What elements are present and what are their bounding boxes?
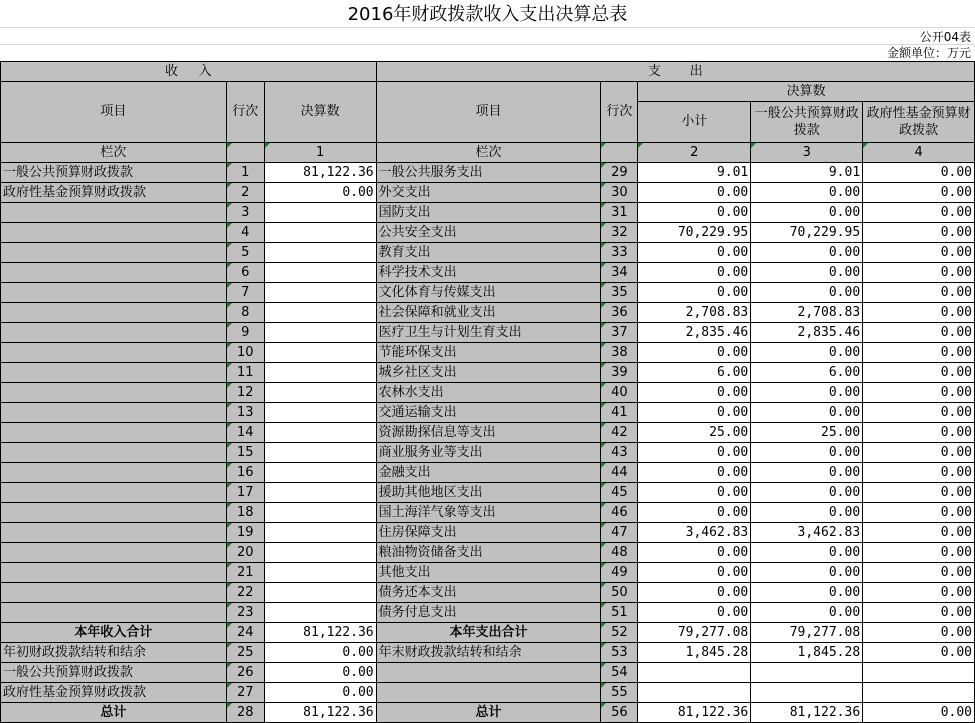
- income-item: [1, 543, 227, 563]
- income-row-no: 23: [226, 603, 264, 623]
- page-title: 2016年财政拨款收入支出决算总表: [347, 4, 628, 25]
- table-row: [1, 263, 975, 283]
- income-amount: [264, 423, 376, 443]
- expense-item: 教育支出: [376, 243, 601, 263]
- income-row-no: 16: [226, 463, 264, 483]
- expense-general-budget: [751, 663, 863, 683]
- income-row-no: 19: [226, 523, 264, 543]
- expense-gov-fund: 0.00: [863, 503, 975, 523]
- expense-row-no: 39: [601, 363, 638, 383]
- income-item: 一般公共预算财政拨款: [1, 163, 227, 183]
- income-amount: [264, 603, 376, 623]
- expense-gov-fund: 0.00: [863, 623, 975, 643]
- table-row: [1, 203, 975, 223]
- income-amount: [264, 343, 376, 363]
- expense-subtotal: 0.00: [638, 383, 751, 403]
- expense-row-no: 36: [601, 303, 638, 323]
- expense-general-budget: 81,122.36: [751, 703, 863, 723]
- expense-item: 年末财政拨款结转和结余: [376, 643, 601, 663]
- table-row: [1, 343, 975, 363]
- expense-row-no: 34: [601, 263, 638, 283]
- expense-subtotal: 0.00: [638, 543, 751, 563]
- expense-row-no: 56: [601, 703, 638, 723]
- income-row-no: 9: [226, 323, 264, 343]
- expense-general-budget: 3,462.83: [751, 523, 863, 543]
- income-amount: 81,122.36: [264, 703, 376, 723]
- expense-item: 医疗卫生与计划生育支出: [376, 323, 601, 343]
- expense-subtotal: 2,835.46: [638, 323, 751, 343]
- expense-item: 社会保障和就业支出: [376, 303, 601, 323]
- income-row-no-header: 行次: [226, 82, 264, 143]
- fund-col-index: 4: [863, 143, 975, 163]
- expense-subtotal: 0.00: [638, 243, 751, 263]
- expense-gov-fund: 0.00: [863, 203, 975, 223]
- table-row: [1, 643, 975, 663]
- income-row-no: 6: [226, 263, 264, 283]
- table-row: [1, 483, 975, 503]
- income-amount: [264, 403, 376, 423]
- expense-general-budget: 2,835.46: [751, 323, 863, 343]
- table-row: [1, 403, 975, 423]
- expense-item: 总计: [376, 703, 601, 723]
- expense-item: 住房保障支出: [376, 523, 601, 543]
- income-row-no: 2: [226, 183, 264, 203]
- expense-gov-fund: 0.00: [863, 643, 975, 663]
- expense-item: 本年支出合计: [376, 623, 601, 643]
- expense-subtotal: 0.00: [638, 183, 751, 203]
- expense-general-budget: 0.00: [751, 263, 863, 283]
- expense-gov-fund: 0.00: [863, 543, 975, 563]
- expense-item: 国土海洋气象等支出: [376, 503, 601, 523]
- expense-item: 一般公共服务支出: [376, 163, 601, 183]
- table-row: [1, 503, 975, 523]
- expense-subtotal: 70,229.95: [638, 223, 751, 243]
- income-row-no: 20: [226, 543, 264, 563]
- income-amount: [264, 303, 376, 323]
- income-row-no: 21: [226, 563, 264, 583]
- expense-item: 交通运输支出: [376, 403, 601, 423]
- expense-item: 农林水支出: [376, 383, 601, 403]
- expense-general-budget: 25.00: [751, 423, 863, 443]
- expense-gov-fund: 0.00: [863, 403, 975, 423]
- income-row-no: 1: [226, 163, 264, 183]
- expense-subtotal: 79,277.08: [638, 623, 751, 643]
- income-row-no: 12: [226, 383, 264, 403]
- expense-subtotal: 81,122.36: [638, 703, 751, 723]
- table-row: [1, 563, 975, 583]
- expense-subtotal: 0.00: [638, 463, 751, 483]
- income-amount: [264, 483, 376, 503]
- column-index-row: [1, 143, 975, 163]
- expense-subtotal: 0.00: [638, 443, 751, 463]
- income-row-no: 14: [226, 423, 264, 443]
- income-col-no-blank: [226, 143, 264, 163]
- income-amount: [264, 323, 376, 343]
- income-amount: [264, 503, 376, 523]
- income-item: [1, 603, 227, 623]
- expense-subtotal: 0.00: [638, 583, 751, 603]
- income-amount: [264, 223, 376, 243]
- expense-row-no: 29: [601, 163, 638, 183]
- expense-gov-fund: 0.00: [863, 163, 975, 183]
- expense-gov-fund: 0.00: [863, 563, 975, 583]
- expense-col-no-blank: [601, 143, 638, 163]
- income-item: [1, 343, 227, 363]
- table-row: [1, 463, 975, 483]
- expense-row-no: 45: [601, 483, 638, 503]
- income-item: [1, 323, 227, 343]
- income-amount: [264, 563, 376, 583]
- expense-subtotal: 0.00: [638, 563, 751, 583]
- expense-general-budget: 0.00: [751, 563, 863, 583]
- table-row: [1, 663, 975, 683]
- income-item: [1, 223, 227, 243]
- expense-row-no: 33: [601, 243, 638, 263]
- expense-general-budget: 0.00: [751, 603, 863, 623]
- expense-row-no: 44: [601, 463, 638, 483]
- table-row: [1, 683, 975, 703]
- income-amount-header: 决算数: [264, 82, 376, 143]
- income-row-no: 27: [226, 683, 264, 703]
- expense-row-no: 47: [601, 523, 638, 543]
- income-amount: 0.00: [264, 643, 376, 663]
- table-row: [1, 243, 975, 263]
- income-amount: [264, 523, 376, 543]
- expense-general-budget: 1,845.28: [751, 643, 863, 663]
- expense-general-budget: 0.00: [751, 583, 863, 603]
- expense-subtotal: 0.00: [638, 503, 751, 523]
- expense-gov-fund: 0.00: [863, 343, 975, 363]
- expense-gov-fund: 0.00: [863, 363, 975, 383]
- expense-gov-fund: 0.00: [863, 423, 975, 443]
- expense-subtotal: 0.00: [638, 263, 751, 283]
- form-divider: [0, 44, 975, 45]
- table-row: [1, 423, 975, 443]
- table-row: [1, 283, 975, 303]
- expense-subtotal: 0.00: [638, 403, 751, 423]
- expense-row-no: 52: [601, 623, 638, 643]
- expense-item: 文化体育与传媒支出: [376, 283, 601, 303]
- income-item: [1, 503, 227, 523]
- expense-item: 公共安全支出: [376, 223, 601, 243]
- expense-subtotal: 3,462.83: [638, 523, 751, 543]
- expense-row-no: 32: [601, 223, 638, 243]
- table-row: [1, 303, 975, 323]
- subtotal-header: 小计: [638, 102, 751, 143]
- income-amount: [264, 383, 376, 403]
- subtotal-col-index: 2: [638, 143, 751, 163]
- income-item-header: 项目: [1, 82, 227, 143]
- expense-row-no: 50: [601, 583, 638, 603]
- table-row: [1, 623, 975, 643]
- expense-row-no: 37: [601, 323, 638, 343]
- expense-row-no: 38: [601, 343, 638, 363]
- expense-gov-fund: 0.00: [863, 463, 975, 483]
- expense-row-no: 54: [601, 663, 638, 683]
- expense-item: 粮油物资储备支出: [376, 543, 601, 563]
- expense-item: 国防支出: [376, 203, 601, 223]
- table-row: [1, 323, 975, 343]
- income-item: [1, 583, 227, 603]
- unit-label: 金额单位：万元: [886, 46, 971, 60]
- expense-row-no: 51: [601, 603, 638, 623]
- income-item: [1, 483, 227, 503]
- expense-general-budget: 0.00: [751, 483, 863, 503]
- expense-gov-fund: 0.00: [863, 183, 975, 203]
- expense-row-no: 53: [601, 643, 638, 663]
- expense-subtotal: 0.00: [638, 603, 751, 623]
- income-amount: [264, 203, 376, 223]
- income-amount: [264, 443, 376, 463]
- expense-row-no: 41: [601, 403, 638, 423]
- income-col-label: 栏次: [1, 143, 227, 163]
- gov-fund-header: 政府性基金预算财政拨款: [863, 102, 975, 143]
- income-item: [1, 403, 227, 423]
- table-row: [1, 603, 975, 623]
- expense-general-budget: 0.00: [751, 443, 863, 463]
- income-item: 政府性基金预算财政拨款: [1, 183, 227, 203]
- title-divider: [0, 27, 975, 28]
- expense-subtotal: 2,708.83: [638, 303, 751, 323]
- income-row-no: 3: [226, 203, 264, 223]
- income-amount: [264, 463, 376, 483]
- table-row: [1, 443, 975, 463]
- section-header-row: [1, 62, 975, 82]
- expense-col-label: 栏次: [376, 143, 601, 163]
- expense-general-budget: 2,708.83: [751, 303, 863, 323]
- table-row: [1, 363, 975, 383]
- income-row-no: 5: [226, 243, 264, 263]
- expense-general-budget: 0.00: [751, 503, 863, 523]
- income-item: [1, 243, 227, 263]
- expense-subtotal: 1,845.28: [638, 643, 751, 663]
- expense-general-budget: 0.00: [751, 343, 863, 363]
- income-item: 政府性基金预算财政拨款: [1, 683, 227, 703]
- expense-general-budget: 0.00: [751, 463, 863, 483]
- income-row-no: 26: [226, 663, 264, 683]
- expense-general-budget: [751, 683, 863, 703]
- expense-subtotal: 25.00: [638, 423, 751, 443]
- income-item: [1, 363, 227, 383]
- expense-general-budget: 79,277.08: [751, 623, 863, 643]
- income-item: 年初财政拨款结转和结余: [1, 643, 227, 663]
- table-row: [1, 583, 975, 603]
- column-header-row: [1, 82, 975, 102]
- expense-row-no: 30: [601, 183, 638, 203]
- expense-gov-fund: 0.00: [863, 483, 975, 503]
- expense-item: 节能环保支出: [376, 343, 601, 363]
- expense-gov-fund: 0.00: [863, 243, 975, 263]
- expense-general-budget: 9.01: [751, 163, 863, 183]
- income-amount: [264, 263, 376, 283]
- expense-gov-fund: [863, 683, 975, 703]
- expense-item: 商业服务业等支出: [376, 443, 601, 463]
- income-amount: 0.00: [264, 663, 376, 683]
- expense-item: 城乡社区支出: [376, 363, 601, 383]
- expense-subtotal: 0.00: [638, 343, 751, 363]
- expense-general-budget: 0.00: [751, 183, 863, 203]
- table-row: [1, 183, 975, 203]
- income-item: [1, 523, 227, 543]
- expense-general-budget: 0.00: [751, 543, 863, 563]
- expense-subtotal: 0.00: [638, 283, 751, 303]
- expense-general-budget: 0.00: [751, 283, 863, 303]
- income-row-no: 11: [226, 363, 264, 383]
- expense-subtotal: 6.00: [638, 363, 751, 383]
- income-amount: 0.00: [264, 183, 376, 203]
- income-item: [1, 263, 227, 283]
- expense-row-no: 35: [601, 283, 638, 303]
- income-amount: 81,122.36: [264, 623, 376, 643]
- income-row-no: 18: [226, 503, 264, 523]
- expense-item: [376, 663, 601, 683]
- expense-general-budget: 0.00: [751, 203, 863, 223]
- expense-row-no: 43: [601, 443, 638, 463]
- income-item: 本年收入合计: [1, 623, 227, 643]
- income-item: 一般公共预算财政拨款: [1, 663, 227, 683]
- income-item: [1, 463, 227, 483]
- general-col-index: 3: [751, 143, 863, 163]
- table-row: [1, 703, 975, 723]
- expense-gov-fund: [863, 663, 975, 683]
- expense-amount-group-header: 决算数: [638, 82, 975, 102]
- income-item: [1, 563, 227, 583]
- income-row-no: 17: [226, 483, 264, 503]
- table-row: [1, 223, 975, 243]
- expense-item: 债务付息支出: [376, 603, 601, 623]
- form-number: 公开04表: [919, 30, 971, 44]
- income-item: [1, 303, 227, 323]
- income-row-no: 7: [226, 283, 264, 303]
- expense-subtotal: 9.01: [638, 163, 751, 183]
- income-item: 总计: [1, 703, 227, 723]
- income-row-no: 28: [226, 703, 264, 723]
- income-amount: [264, 243, 376, 263]
- income-amount: [264, 363, 376, 383]
- expense-gov-fund: 0.00: [863, 703, 975, 723]
- expense-general-budget: 0.00: [751, 403, 863, 423]
- expense-general-budget: 0.00: [751, 243, 863, 263]
- expense-subtotal: 0.00: [638, 483, 751, 503]
- income-row-no: 25: [226, 643, 264, 663]
- expense-gov-fund: 0.00: [863, 443, 975, 463]
- table-row: [1, 383, 975, 403]
- expense-row-no: 55: [601, 683, 638, 703]
- income-col-index: 1: [264, 143, 376, 163]
- income-amount: 81,122.36: [264, 163, 376, 183]
- income-amount: [264, 283, 376, 303]
- income-row-no: 8: [226, 303, 264, 323]
- income-amount: [264, 583, 376, 603]
- expense-gov-fund: 0.00: [863, 603, 975, 623]
- table-row: [1, 543, 975, 563]
- expense-item: 资源勘探信息等支出: [376, 423, 601, 443]
- expense-gov-fund: 0.00: [863, 383, 975, 403]
- expense-row-no: 40: [601, 383, 638, 403]
- expense-row-no: 42: [601, 423, 638, 443]
- expense-gov-fund: 0.00: [863, 303, 975, 323]
- expense-item: 科学技术支出: [376, 263, 601, 283]
- expense-item: 援助其他地区支出: [376, 483, 601, 503]
- expense-gov-fund: 0.00: [863, 263, 975, 283]
- expense-subtotal: 0.00: [638, 203, 751, 223]
- expense-gov-fund: 0.00: [863, 523, 975, 543]
- expense-item: 金融支出: [376, 463, 601, 483]
- expense-general-budget: 70,229.95: [751, 223, 863, 243]
- income-item: [1, 283, 227, 303]
- expense-item-header: 项目: [376, 82, 601, 143]
- income-item: [1, 383, 227, 403]
- expense-item: 外交支出: [376, 183, 601, 203]
- expense-gov-fund: 0.00: [863, 283, 975, 303]
- income-amount: [264, 543, 376, 563]
- expense-item: 债务还本支出: [376, 583, 601, 603]
- expense-row-no: 31: [601, 203, 638, 223]
- table-row: [1, 523, 975, 543]
- income-row-no: 13: [226, 403, 264, 423]
- expense-gov-fund: 0.00: [863, 323, 975, 343]
- income-row-no: 22: [226, 583, 264, 603]
- expense-row-no: 49: [601, 563, 638, 583]
- expense-item: 其他支出: [376, 563, 601, 583]
- expense-gov-fund: 0.00: [863, 223, 975, 243]
- expense-item: [376, 683, 601, 703]
- income-row-no: 4: [226, 223, 264, 243]
- income-item: [1, 423, 227, 443]
- expense-general-budget: 6.00: [751, 363, 863, 383]
- general-budget-header: 一般公共预算财政拨款: [751, 102, 863, 143]
- income-row-no: 10: [226, 343, 264, 363]
- expense-row-no: 46: [601, 503, 638, 523]
- table-row: [1, 163, 975, 183]
- expense-row-no-header: 行次: [601, 82, 638, 143]
- income-item: [1, 203, 227, 223]
- income-section-header: 收 入: [1, 62, 377, 82]
- expense-section-header: 支 出: [376, 62, 974, 82]
- income-row-no: 24: [226, 623, 264, 643]
- expense-subtotal: [638, 663, 751, 683]
- expense-subtotal: [638, 683, 751, 703]
- budget-table: [0, 61, 975, 723]
- income-amount: 0.00: [264, 683, 376, 703]
- income-item: [1, 443, 227, 463]
- expense-general-budget: 0.00: [751, 383, 863, 403]
- expense-gov-fund: 0.00: [863, 583, 975, 603]
- income-row-no: 15: [226, 443, 264, 463]
- expense-row-no: 48: [601, 543, 638, 563]
